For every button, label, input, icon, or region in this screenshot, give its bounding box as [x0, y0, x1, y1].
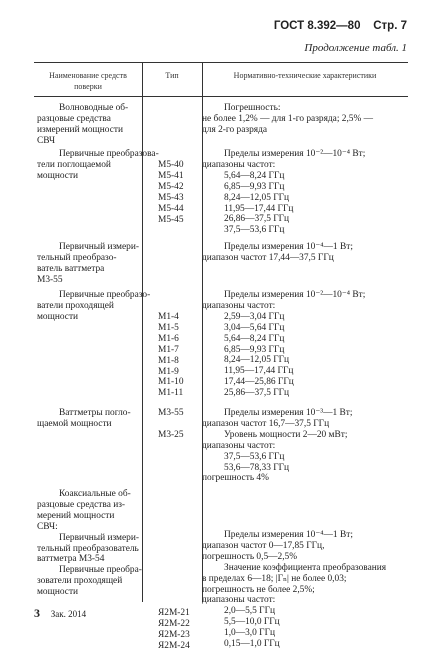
column-header-type: Тип	[165, 71, 179, 80]
section-name-through-power-converters: Первичные преобразо- ватели проходящей мощности	[37, 290, 151, 322]
section-name-absorbed-power-converters: Первичные преобразова- тели поглощаемой мощности	[37, 149, 159, 181]
column-header-specs: Нормативно-технические характеристики	[233, 71, 377, 80]
section-specs-m1: Пределы измерения 10⁻²—10⁻⁴ Вт; диапазоны частот: 2,59—3,04 ГГц 3,04—5,64 ГГц 5,64—8,24 ГГц 6,85—9,93 ГГц 8,24—12,05 ГГц 11,95—17,44 ГГц 17,44—25,86 ГГц 25,86—37,5 ГГц	[202, 290, 366, 399]
section-specs-coaxial: Пределы измерения 10⁻⁴—1 Вт; диапазон частот 0—17,85 ГГц, погрешность 0,5—2,5% Значение коэффициента преобразования в пределах 6—18; |Γₙ| не более 0,03; погрешность не более 2,5%; диапазоны частот: 2,0—5,5 ГГц 5,5—10,0 ГГц 1,0—3,0 ГГц 0,15—1,0 ГГц	[202, 530, 387, 650]
section-name-wattmeters: Ваттметры погло- щаемой мощности	[37, 408, 131, 429]
section-types-ya2m: Я2М-21 Я2М-22 Я2М-23 Я2М-24	[158, 608, 190, 651]
page-footer	[34, 606, 86, 621]
page-header	[274, 20, 407, 32]
section-types-m1: М1-4 М1-5 М1-6 М1-7 М1-8 М1-9 М1-10 М1-11	[158, 312, 184, 399]
page-label: Стр. 7	[373, 20, 407, 32]
page-number: 3	[34, 606, 40, 620]
section-types-m3: М3-55 М3-25	[158, 408, 184, 440]
section-specs-waveguide: Погрешность: не более 1,2% — для 1-го разряда; 2,5% — для 2-го разряда	[202, 103, 374, 135]
column-divider-1	[142, 62, 143, 602]
header-bottom-rule	[34, 96, 408, 97]
section-specs-wattmeters: Пределы измерения 10⁻³—1 Вт; диапазон частот 16,7—37,5 ГГц Уровень мощности 2—20 мВт; диапазоны частот: 37,5—53,6 ГГц 53,6—78,33 ГГц погрешность 4%	[202, 408, 353, 484]
table-top-rule	[34, 62, 408, 63]
section-specs-m3-55-converter: Пределы измерения 10⁻⁴—1 Вт; диапазон частот 17,44—37,5 ГГц	[202, 242, 353, 263]
section-name-coaxial: Коаксиальные об- разцовые средства из- мерений мощности СВЧ: Первичный измери- тельный преобразователь ваттметра М3-54 Первичные преобра- зователи проходящей мощности	[37, 489, 142, 598]
table-continuation-label: Продолжение табл. 1	[304, 42, 407, 54]
order-note: Зак. 2014	[50, 609, 87, 619]
section-name-waveguide: Волноводные об- разцовые средства измерений мощности СВЧ	[37, 103, 129, 146]
section-types-m5: М5-40 М5-41 М5-42 М5-43 М5-44 М5-45	[158, 160, 184, 225]
column-header-name: Наименование средств поверки	[49, 71, 127, 91]
section-name-m3-55-converter: Первичный измери- тельный преобразо- ватель ваттметра М3-55	[37, 242, 139, 285]
section-specs-m5: Пределы измерения 10⁻²—10⁻⁴ Вт; диапазоны частот: 5,64—8,24 ГГц 6,85—9,93 ГГц 8,24—12,05 ГГц 11,95—17,44 ГГц 26,86—37,5 ГГц 37,5—53,6 ГГц	[202, 149, 366, 236]
standard-number: ГОСТ 8.392—80	[273, 20, 361, 32]
